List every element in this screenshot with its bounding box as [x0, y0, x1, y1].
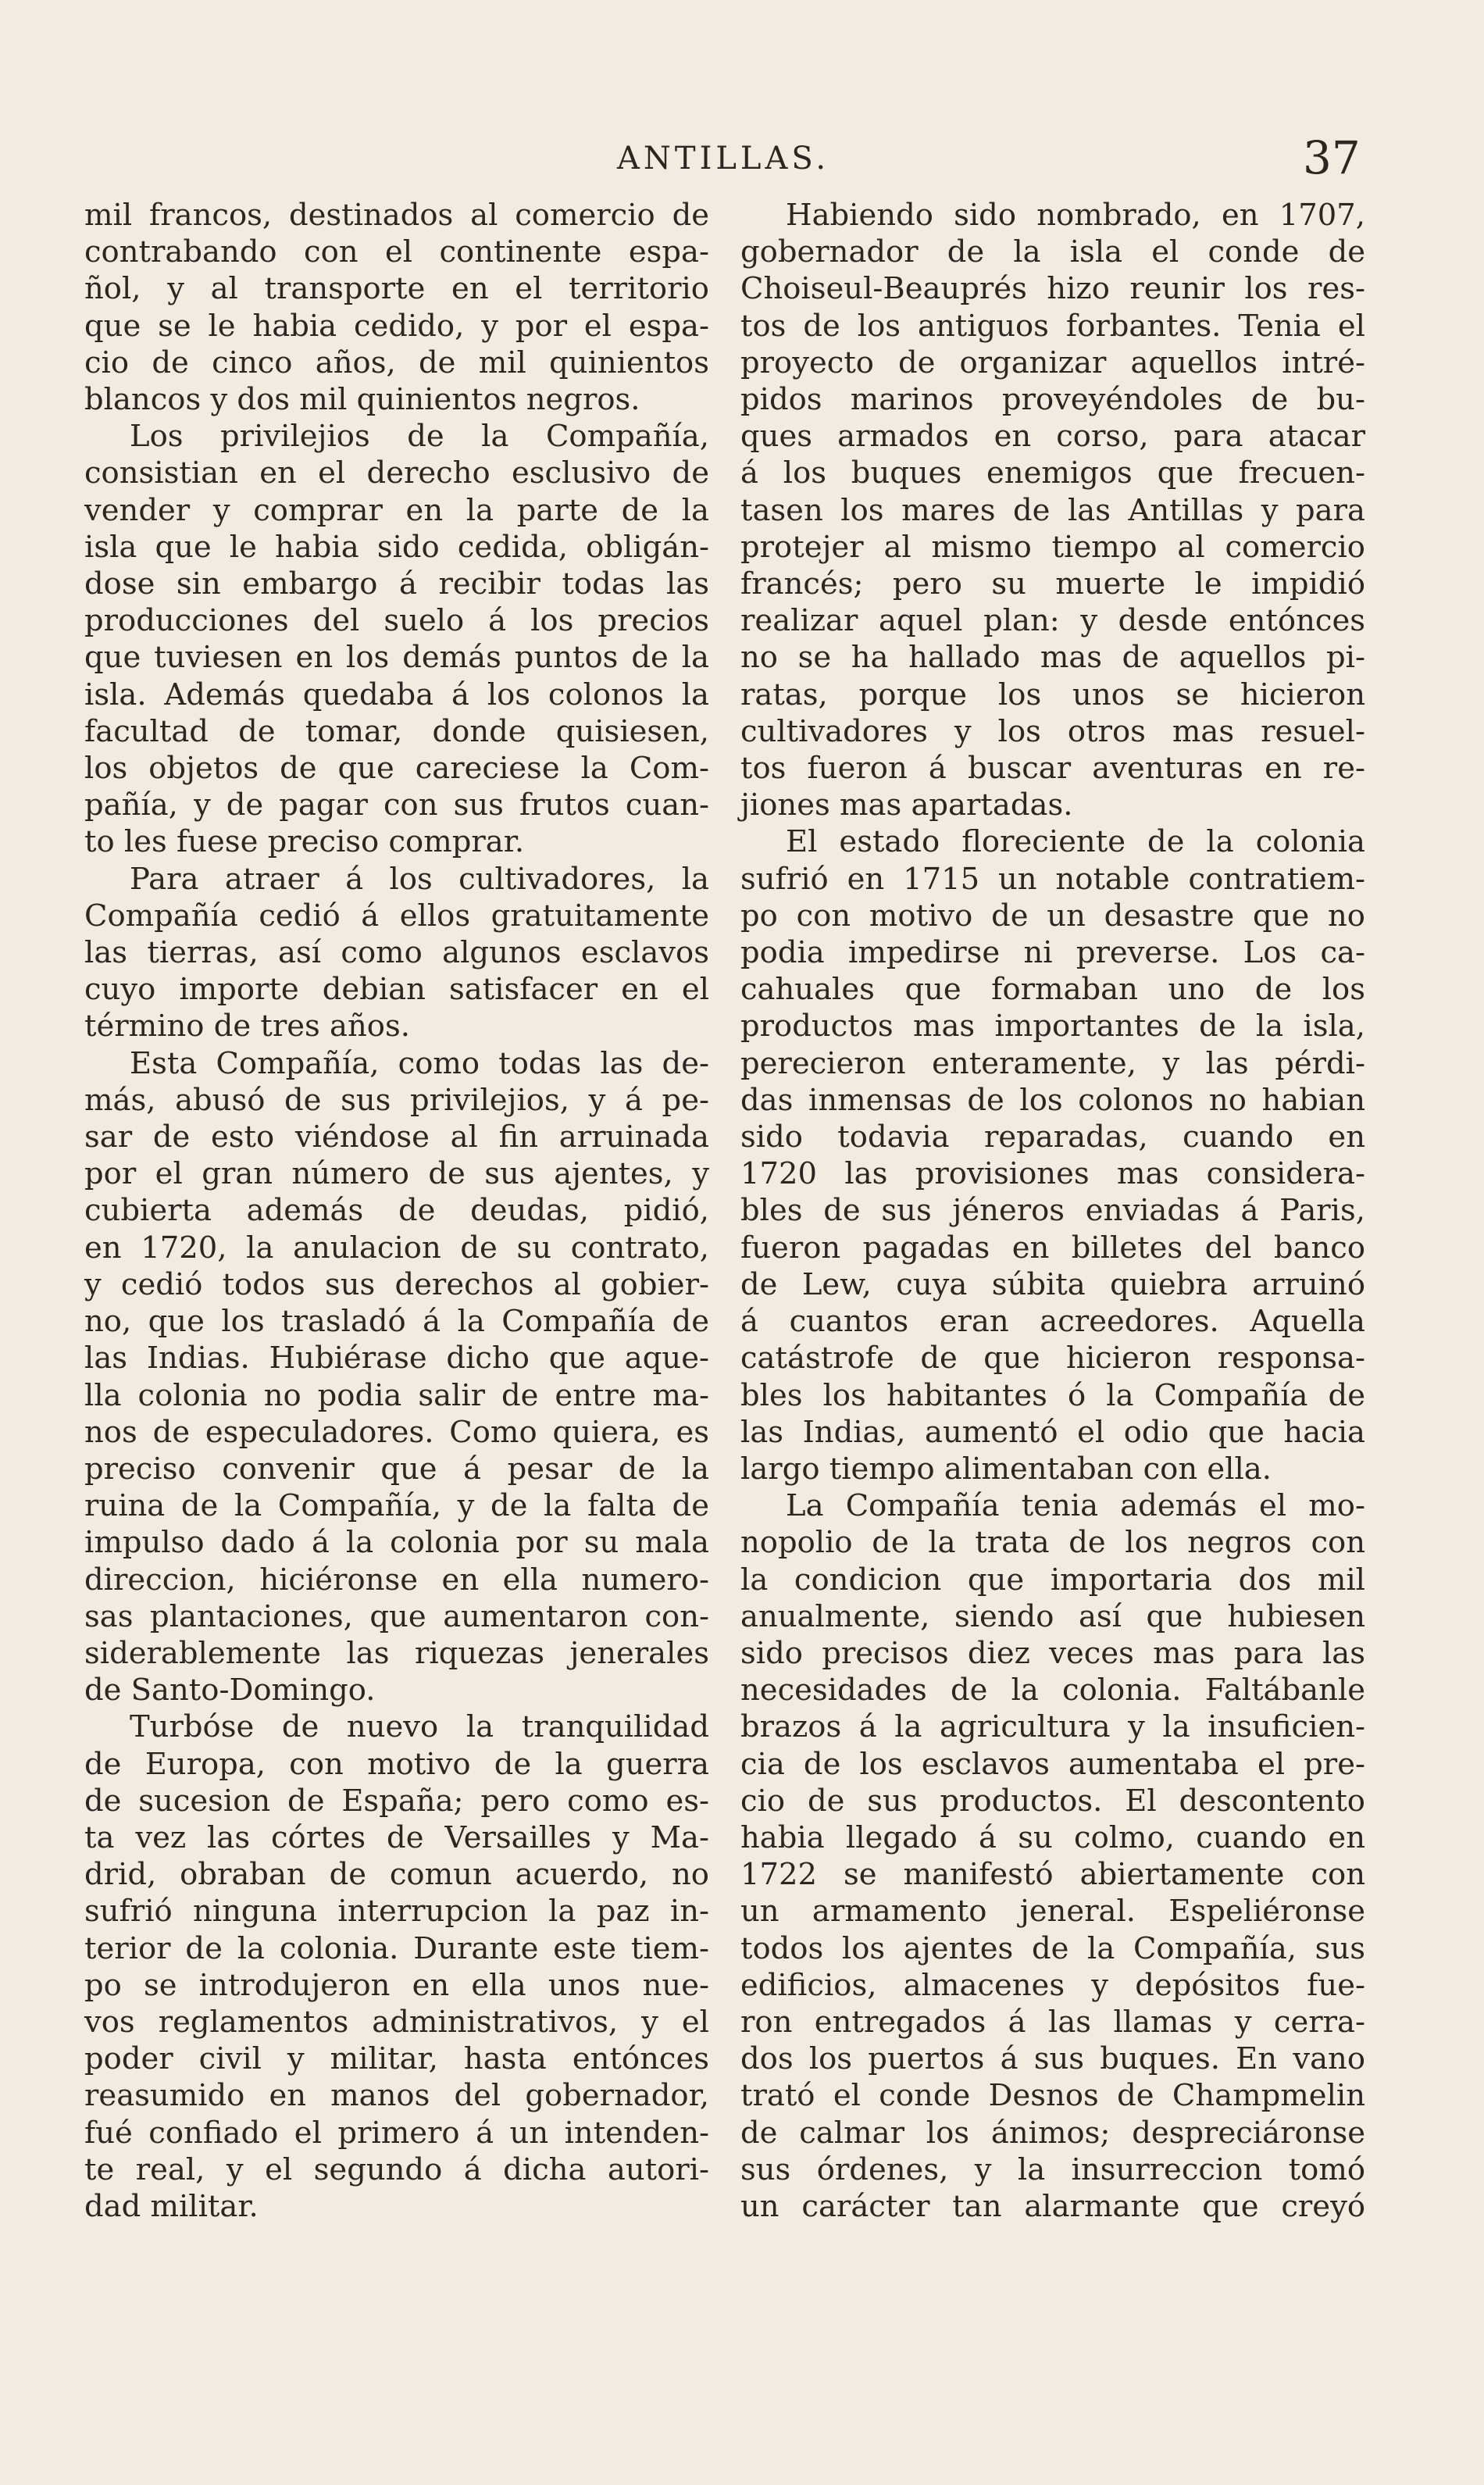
text-line: tasen los mares de las Antillas y para: [740, 492, 1365, 528]
text-line: lla colonia no podia salir de entre ma-: [84, 1377, 709, 1413]
text-line: la condicion que importaria dos mil: [740, 1562, 1365, 1598]
text-line: proyecto de organizar aquellos intré-: [740, 345, 1365, 380]
text-line: largo tiempo alimentaban con ella.: [740, 1451, 1272, 1487]
text-line: necesidades de la colonia. Faltábanle: [740, 1673, 1365, 1708]
text-line: un carácter tan alarmante que creyó: [740, 2188, 1365, 2224]
text-line: realizar aquel plan: y desde entónces: [740, 603, 1365, 639]
text-line: Esta Compañía, como todas las de-: [130, 1045, 709, 1081]
text-line: producciones del suelo á los precios: [84, 603, 709, 639]
text-line: cahuales que formaban uno de los: [740, 972, 1365, 1008]
text-line: siderablemente las riquezas jenerales: [84, 1635, 709, 1671]
text-line: direccion, hiciéronse en ella numero-: [84, 1562, 709, 1598]
text-line: Habiendo sido nombrado, en 1707,: [786, 198, 1365, 233]
text-line: de Lew, cuya súbita quiebra arruinó: [740, 1266, 1365, 1302]
right-column: [740, 197, 1365, 2225]
text-line: te real, y el segundo á dicha autori-: [84, 2151, 709, 2187]
text-line: mil francos, destinados al comercio de: [84, 198, 709, 233]
text-line: El estado floreciente de la colonia: [786, 824, 1365, 860]
text-line: sido todavia reparadas, cuando en: [740, 1119, 1365, 1155]
text-line: drid, obraban de comun acuerdo, no: [84, 1857, 709, 1893]
text-line: las Indias, aumentó el odio que hacia: [740, 1414, 1365, 1450]
text-line: ques armados en corso, para atacar: [740, 419, 1365, 455]
text-line: ron entregados á las llamas y cerra-: [740, 2004, 1365, 2040]
text-line: á los buques enemigos que frecuen-: [740, 455, 1365, 491]
running-head: [0, 0, 1484, 187]
text-line: ratas, porque los unos se hicieron: [740, 677, 1365, 712]
text-line: das inmensas de los colonos no habian: [740, 1082, 1365, 1118]
text-line: productos mas importantes de la isla,: [740, 1009, 1365, 1044]
text-line: edificios, almacenes y depósitos fue-: [740, 1967, 1365, 2003]
text-line: nopolio de la trata de los negros con: [740, 1525, 1365, 1561]
text-line: habia llegado á su colmo, cuando en: [740, 1819, 1365, 1855]
text-line: de Europa, con motivo de la guerra: [84, 1746, 709, 1782]
text-line: sar de esto viéndose al fin arruinada: [84, 1119, 709, 1155]
text-line: gobernador de la isla el conde de: [740, 234, 1365, 270]
text-line: catástrofe de que hicieron responsa-: [740, 1341, 1365, 1376]
text-line: ta vez las córtes de Versailles y Ma-: [84, 1819, 709, 1855]
text-line: no, que los trasladó á la Compañía de: [84, 1304, 709, 1340]
text-line: todos los ajentes de la Compañía, sus: [740, 1930, 1365, 1966]
text-line: pidos marinos proveyéndoles de bu-: [740, 382, 1365, 418]
text-line: sufrió en 1715 un notable contratiem-: [740, 861, 1365, 897]
text-line: terior de la colonia. Durante este tiem-: [84, 1930, 709, 1966]
text-line: no se ha hallado mas de aquellos pi-: [740, 640, 1365, 676]
text-line: por el gran número de sus ajentes, y: [84, 1156, 709, 1192]
text-line: trató el conde Desnos de Champmelin: [740, 2078, 1365, 2114]
text-line: nos de especuladores. Como quiera, es: [84, 1414, 709, 1450]
text-line: perecieron enteramente, y las pérdi-: [740, 1045, 1365, 1081]
text-line: pañía, y de pagar con sus frutos cuan-: [84, 787, 709, 823]
text-line: fueron pagadas en billetes del banco: [740, 1230, 1365, 1266]
text-line: de sucesion de España; pero como es-: [84, 1783, 709, 1819]
text-line: podia impedirse ni preverse. Los ca-: [740, 935, 1365, 971]
text-line: de Santo-Domingo.: [84, 1673, 376, 1708]
text-line: bles los habitantes ó la Compañía de: [740, 1377, 1365, 1413]
text-line: Choiseul-Beauprés hizo reunir los res-: [740, 271, 1365, 307]
text-line: más, abusó de sus privilejios, y á pe-: [84, 1082, 709, 1118]
text-line: contrabando con el continente espa-: [84, 234, 709, 270]
text-line: protejer al mismo tiempo al comercio: [740, 529, 1365, 565]
text-line: término de tres años.: [84, 1009, 410, 1044]
text-line: jiones mas apartadas.: [740, 787, 1073, 823]
text-line: ruina de la Compañía, y de la falta de: [84, 1488, 709, 1524]
text-line: 1722 se manifestó abiertamente con: [740, 1857, 1365, 1893]
text-line: cio de cinco años, de mil quinientos: [84, 345, 709, 380]
text-line: sufrió ninguna interrupcion la paz in-: [84, 1894, 709, 1930]
text-line: y cedió todos sus derechos al gobier-: [84, 1266, 709, 1302]
text-line: sus órdenes, y la insurreccion tomó: [740, 2151, 1365, 2187]
text-line: á cuantos eran acreedores. Aquella: [740, 1304, 1365, 1340]
text-line: de calmar los ánimos; despreciáronse: [740, 2115, 1365, 2151]
text-line: un armamento jeneral. Espeliéronse: [740, 1894, 1365, 1930]
text-line: ñol, y al transporte en el territorio: [84, 271, 709, 307]
text-line: los objetos de que careciese la Com-: [84, 751, 709, 787]
text-line: isla que le habia sido cedida, obligán-: [84, 529, 709, 565]
text-line: las Indias. Hubiérase dicho que aque-: [84, 1341, 709, 1376]
text-line: dos los puertos á sus buques. En vano: [740, 2041, 1365, 2077]
text-line: Para atraer á los cultivadores, la: [130, 861, 709, 897]
text-line: anualmente, siendo así que hubiesen: [740, 1598, 1365, 1634]
text-line: poder civil y militar, hasta entónces: [84, 2041, 709, 2077]
running-head-title: ANTILLAS.: [617, 141, 830, 177]
text-line: francés; pero su muerte le impidió: [740, 566, 1365, 602]
text-line: po con motivo de un desastre que no: [740, 898, 1365, 934]
text-line: preciso convenir que á pesar de la: [84, 1451, 709, 1487]
text-line: cuyo importe debian satisfacer en el: [84, 972, 709, 1008]
text-line: 1720 las provisiones mas considera-: [740, 1156, 1365, 1192]
text-line: vender y comprar en la parte de la: [84, 492, 709, 528]
text-line: consistian en el derecho esclusivo de: [84, 455, 709, 491]
text-line: cia de los esclavos aumentaba el pre-: [740, 1746, 1365, 1782]
text-line: to les fuese preciso comprar.: [84, 824, 525, 860]
text-line: blancos y dos mil quinientos negros.: [84, 382, 640, 418]
text-line: facultad de tomar, donde quisiesen,: [84, 713, 709, 749]
text-line: tos fueron á buscar aventuras en re-: [740, 751, 1365, 787]
text-line: que tuviesen en los demás puntos de la: [84, 640, 709, 676]
text-line: dose sin embargo á recibir todas las: [84, 566, 709, 602]
text-line: tos de los antiguos forbantes. Tenia el: [740, 308, 1365, 344]
text-line: las tierras, así como algunos esclavos: [84, 935, 709, 971]
text-line: reasumido en manos del gobernador,: [84, 2078, 709, 2114]
text-line: sas plantaciones, que aumentaron con-: [84, 1598, 709, 1634]
text-line: po se introdujeron en ella unos nue-: [84, 1967, 709, 2003]
left-column: [84, 197, 709, 2225]
text-line: sido precisos diez veces mas para las: [740, 1635, 1365, 1671]
text-line: Turbóse de nuevo la tranquilidad: [130, 1709, 709, 1745]
text-line: que se le habia cedido, y por el espa-: [84, 308, 709, 344]
text-line: impulso dado á la colonia por su mala: [84, 1525, 709, 1561]
text-line: cubierta además de deudas, pidió,: [84, 1193, 709, 1229]
text-line: bles de sus jéneros enviadas á Paris,: [740, 1193, 1365, 1229]
text-line: isla. Además quedaba á los colonos la: [84, 677, 709, 712]
page-number: 37: [1303, 131, 1361, 184]
text-line: dad militar.: [84, 2188, 259, 2224]
text-line: cultivadores y los otros mas resuel-: [740, 713, 1365, 749]
text-line: en 1720, la anulacion de su contrato,: [84, 1230, 709, 1266]
text-line: fué confiado el primero á un intenden-: [84, 2115, 709, 2151]
text-line: La Compañía tenia además el mo-: [786, 1488, 1365, 1524]
text-line: brazos á la agricultura y la insuficien-: [740, 1709, 1365, 1745]
text-line: vos reglamentos administrativos, y el: [84, 2004, 709, 2040]
text-line: cio de sus productos. El descontento: [740, 1783, 1365, 1819]
text-line: Compañía cedió á ellos gratuitamente: [84, 898, 709, 934]
text-line: Los privilejios de la Compañía,: [130, 419, 709, 455]
